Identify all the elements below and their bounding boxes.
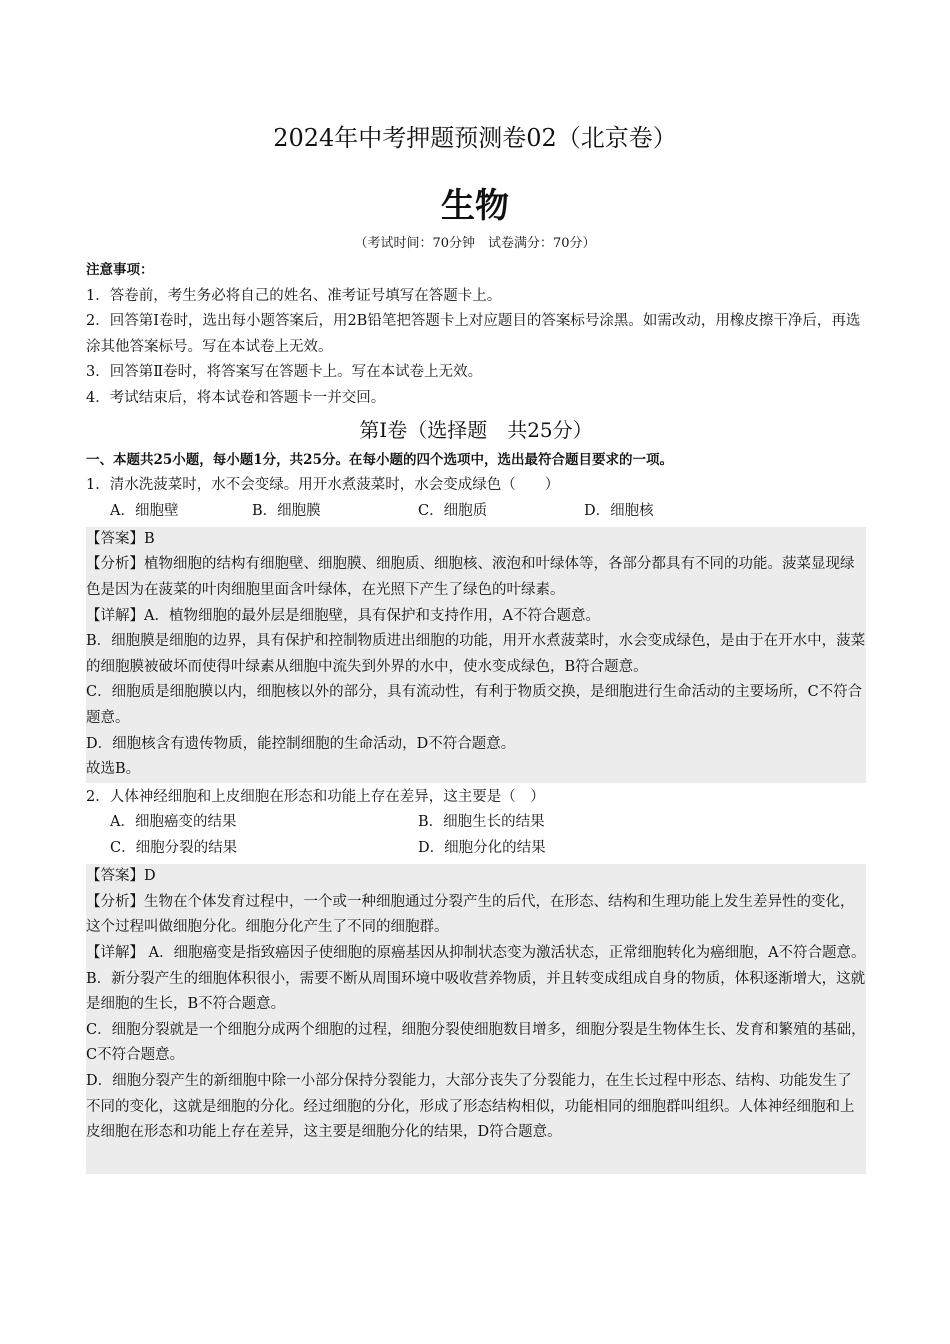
detail: B．细胞膜是细胞的边界，具有保护和控制物质进出细胞的功能，用开水煮菠菜时，水会变成绿色，是由于在开水中，菠菜的细胞膜被破坏而使得叶绿素从细胞中流失到外界的水中，使水变成绿色，B符合题意。 bbox=[86, 633, 866, 675]
option-d: D．细胞分化的结果 bbox=[418, 840, 546, 857]
detail: C．细胞质是细胞膜以内，细胞核以外的部分，具有流动性，有利于物质交换，是细胞进行生命活动的主要场所，C不符合题意。 bbox=[86, 684, 863, 726]
question-2-stem: 2．人体神经细胞和上皮细胞在形态和功能上存在差异，这主要是（ ） bbox=[86, 788, 545, 805]
notice-item: 3．回答第Ⅱ卷时，将答案写在答题卡上。写在本试卷上无效。 bbox=[86, 364, 483, 381]
exam-content bbox=[86, 258, 866, 1174]
notice-item: 1．答卷前，考生务必将自己的姓名、准考证号填写在答题卡上。 bbox=[86, 287, 502, 304]
conclusion: 故选B。 bbox=[86, 761, 141, 778]
notice-heading: 注意事项： bbox=[86, 262, 154, 278]
question-1-answer-block bbox=[86, 527, 866, 783]
option-c: C．细胞质 bbox=[418, 502, 488, 519]
detail: D．细胞分裂产生的新细胞中除一小部分保持分裂能力，大部分丧失了分裂能力，在生长过程中形态、结构、功能发生了不同的变化，这就是细胞的分化。经过细胞的分化，形成了形态结构相似，功能相同的细胞群叫组织。人体神经细胞和上皮细胞在形态和功能上存在差异，这主要是细胞分化的结果，D符合题意。 bbox=[86, 1073, 855, 1141]
option-d: D．细胞核 bbox=[584, 502, 654, 519]
question-1-options bbox=[86, 499, 866, 525]
question-2-options-row-1 bbox=[86, 810, 866, 836]
answer: 【答案】D bbox=[86, 868, 156, 885]
subject-title: 生物 bbox=[441, 186, 509, 226]
exam-info: （考试时间：70分钟 试卷满分：70分） bbox=[354, 236, 596, 251]
analysis: 【分析】植物细胞的结构有细胞壁、细胞膜、细胞质、细胞核、液泡和叶绿体等，各部分都具有不同的功能。菠菜显现绿色是因为在菠菜的叶肉细胞里面含叶绿体，在光照下产生了绿色的叶绿素。 bbox=[86, 556, 855, 598]
notice-item: 4．考试结束后，将本试卷和答题卡一并交回。 bbox=[86, 389, 386, 406]
detail: 【详解】 A．细胞癌变是指致癌因子使细胞的原癌基因从抑制状态变为激活状态，正常细胞转化为癌细胞，A不符合题意。 bbox=[86, 945, 866, 962]
exam-title: 2024年中考押题预测卷02（北京卷） bbox=[273, 124, 677, 152]
option-c: C．细胞分裂的结果 bbox=[110, 840, 238, 857]
question-2-answer-block bbox=[86, 864, 866, 1174]
detail: D．细胞核含有遗传物质，能控制细胞的生命活动，D不符合题意。 bbox=[86, 735, 516, 752]
detail: B．新分裂产生的细胞体积很小，需要不断从周围环境中吸收营养物质，并且转变成组成自身的物质，体积逐渐增大，这就是细胞的生长，B不符合题意。 bbox=[86, 970, 866, 1013]
part-instruction: 一、本题共25小题，每小题1分，共25分。在每小题的四个选项中，选出最符合题目要求的一项。 bbox=[86, 451, 673, 468]
notice-item: 2．回答第Ⅰ卷时，选出每小题答案后，用2B铅笔把答题卡上对应题目的答案标号涂黑。如需改动，用橡皮擦干净后，再选涂其他答案标号。写在本试卷上无效。 bbox=[86, 313, 861, 355]
section-title: 第Ⅰ卷（选择题 共25分） bbox=[359, 417, 593, 442]
option-b: B．细胞膜 bbox=[252, 502, 321, 519]
detail: C．细胞分裂就是一个细胞分成两个细胞的过程，细胞分裂使细胞数目增多，细胞分裂是生物体生长、发育和繁殖的基础，C不符合题意。 bbox=[86, 1021, 866, 1064]
analysis: 【分析】生物在个体发育过程中，一个或一种细胞通过分裂产生的后代，在形态、结构和生理功能上发生差异性的变化，这个过程叫做细胞分化。细胞分化产生了不同的细胞群。 bbox=[86, 893, 855, 936]
answer: 【答案】B bbox=[86, 530, 155, 547]
question-2-options-row-2 bbox=[86, 836, 866, 862]
detail: 【详解】A．植物细胞的最外层是细胞壁，具有保护和支持作用，A不符合题意。 bbox=[86, 607, 600, 624]
question-1-stem: 1．清水洗菠菜时，水不会变绿。用开水煮菠菜时，水会变成绿色（ ） bbox=[86, 477, 560, 494]
option-a: A．细胞癌变的结果 bbox=[110, 814, 237, 831]
answer-block-padding bbox=[86, 1146, 866, 1174]
option-b: B．细胞生长的结果 bbox=[418, 814, 545, 831]
option-a: A．细胞壁 bbox=[110, 502, 179, 519]
